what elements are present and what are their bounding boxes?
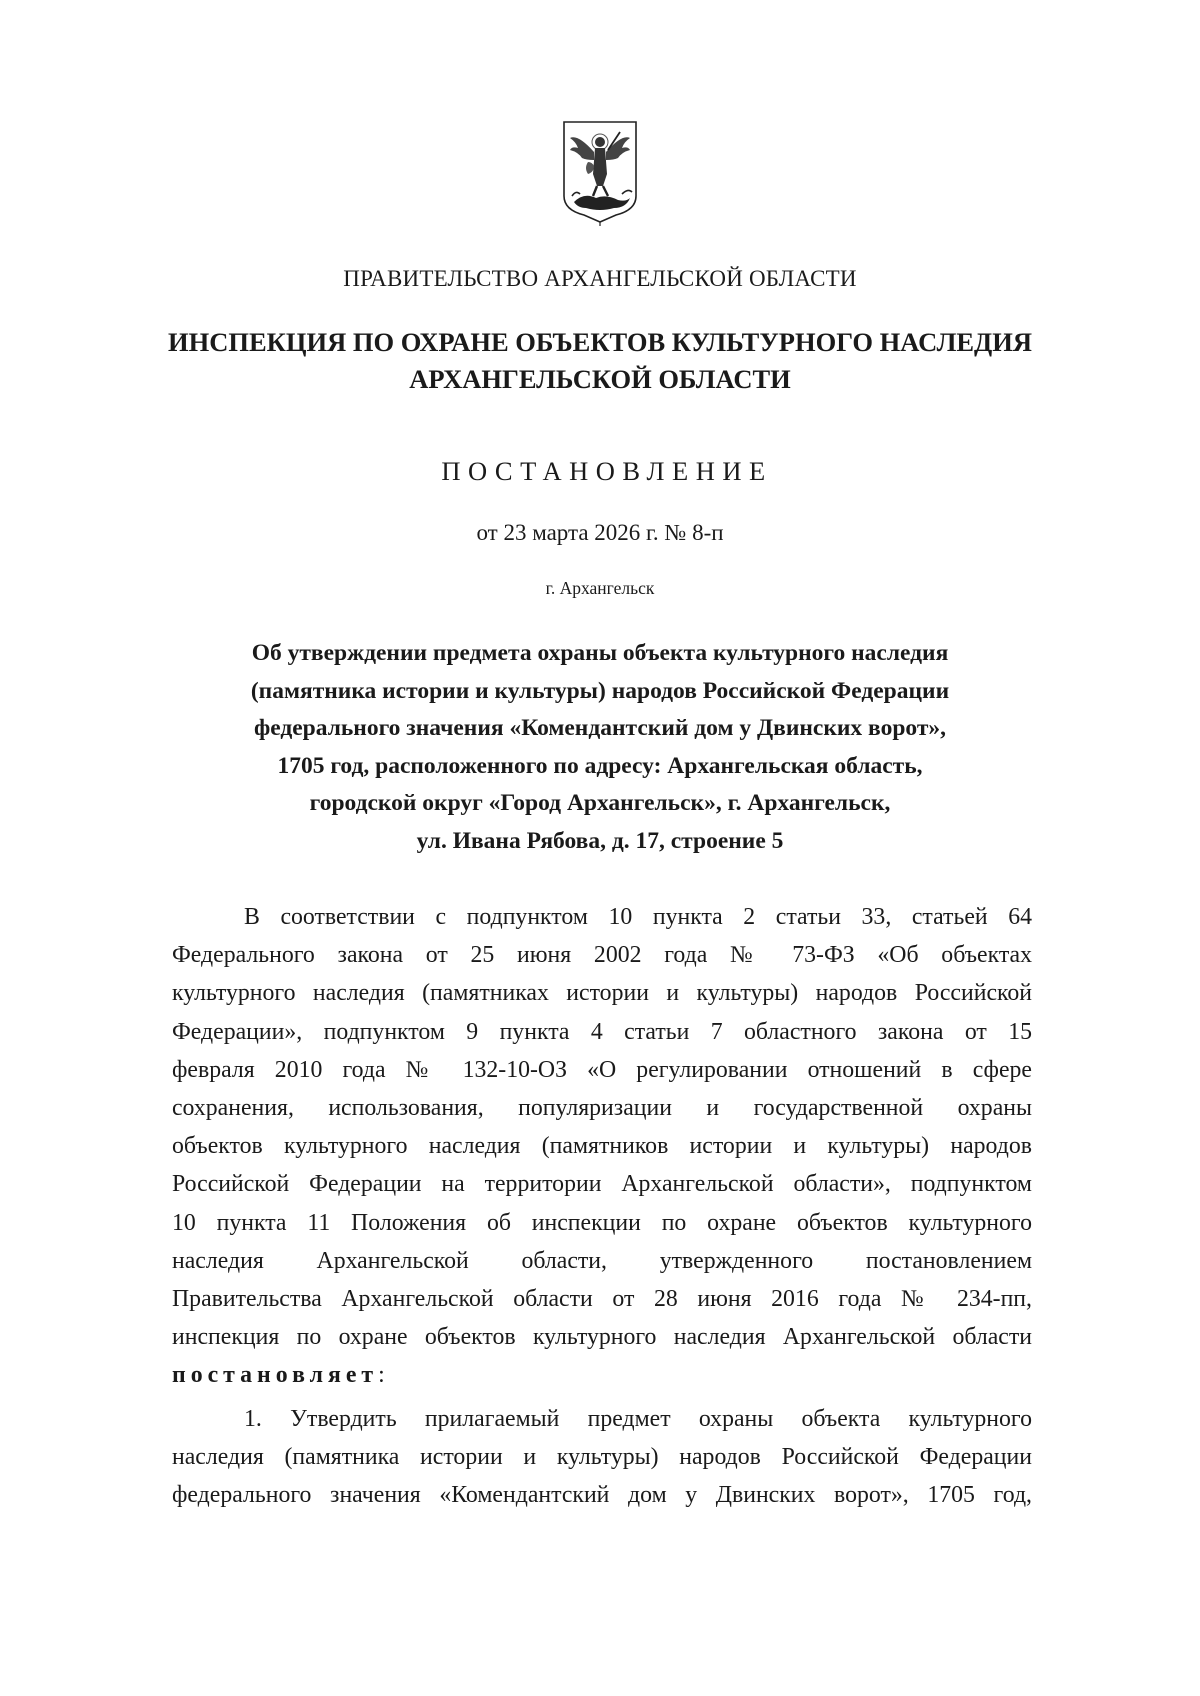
body-line: федерального значения «Комендантский дом у Двинских ворот», 1705 год, (172, 1482, 1032, 1509)
inspection-name (0, 324, 1200, 398)
government-name: ПРАВИТЕЛЬСТВО АРХАНГЕЛЬСКОЙ ОБЛАСТИ (343, 266, 857, 291)
title-line: ул. Ивана Рябова, д. 17, строение 5 (416, 827, 784, 854)
title-line: Об утверждении предмета охраны объекта культурного наследия (251, 640, 949, 666)
body-line: Российской Федерации на территории Архангельской области», подпунктом (172, 1171, 1032, 1198)
body-line: культурного наследия (памятниках истории и культуры) народов Российской (172, 980, 1032, 1007)
document-date-number: от 23 марта 2026 г. № 8-п (476, 520, 724, 545)
inspection-name-line2: АРХАНГЕЛЬСКОЙ ОБЛАСТИ (409, 364, 791, 394)
body-line: 1. Утвердить прилагаемый предмет охраны объекта культурного (244, 1406, 1032, 1432)
body-line: Федерации», подпунктом 9 пункта 4 статьи 7 областного закона от 15 (172, 1018, 1032, 1045)
document-title (170, 635, 1030, 861)
document-city: г. Архангельск (545, 578, 655, 598)
body-line: инспекция по охране объектов культурного наследия Архангельской области (172, 1324, 1032, 1351)
preamble-paragraph (172, 898, 1032, 1394)
body-line: наследия Архангельской области, утвержденного постановлением (172, 1247, 1032, 1274)
document-type: ПОСТАНОВЛЕНИЕ (441, 456, 773, 486)
resolves-line (172, 1356, 1032, 1394)
body-line: февраля 2010 года № 132-10-ОЗ «О регулировании отношений в сфере (172, 1056, 1032, 1083)
body-line: объектов культурного наследия (памятников истории и культуры) народов (172, 1133, 1032, 1160)
title-line: (памятника истории и культуры) народов Российской Федерации (250, 677, 950, 704)
body-line: Правительства Архангельской области от 28 июня 2016 года № 234-пп, (172, 1285, 1032, 1312)
title-line: городской округ «Город Архангельск», г. Архангельск, (309, 790, 891, 817)
inspection-name-line1: ИНСПЕКЦИЯ ПО ОХРАНЕ ОБЪЕКТОВ КУЛЬТУРНОГО НАСЛЕДИЯ (168, 327, 1032, 357)
body-line: Федерального закона от 25 июня 2002 года № 73-ФЗ «Об объектах (172, 942, 1032, 969)
body-line: сохранения, использования, популяризации и государственной охраны (172, 1094, 1032, 1121)
resolves-colon: : (378, 1362, 385, 1389)
body-line: В соответствии с подпунктом 10 пункта 2 статьи 33, статьей 64 (244, 904, 1032, 930)
item-1-paragraph (172, 1400, 1032, 1515)
title-line: 1705 год, расположенного по адресу: Архангельская область, (277, 752, 923, 779)
coat-of-arms-emblem (560, 118, 640, 228)
resolves-word: постановляет (172, 1362, 379, 1389)
title-line: федерального значения «Комендантский дом у Двинских ворот», (253, 715, 947, 742)
body-line: 10 пункта 11 Положения об инспекции по охране объектов культурного (172, 1209, 1032, 1236)
body-line: наследия (памятника истории и культуры) народов Российской Федерации (172, 1444, 1032, 1471)
